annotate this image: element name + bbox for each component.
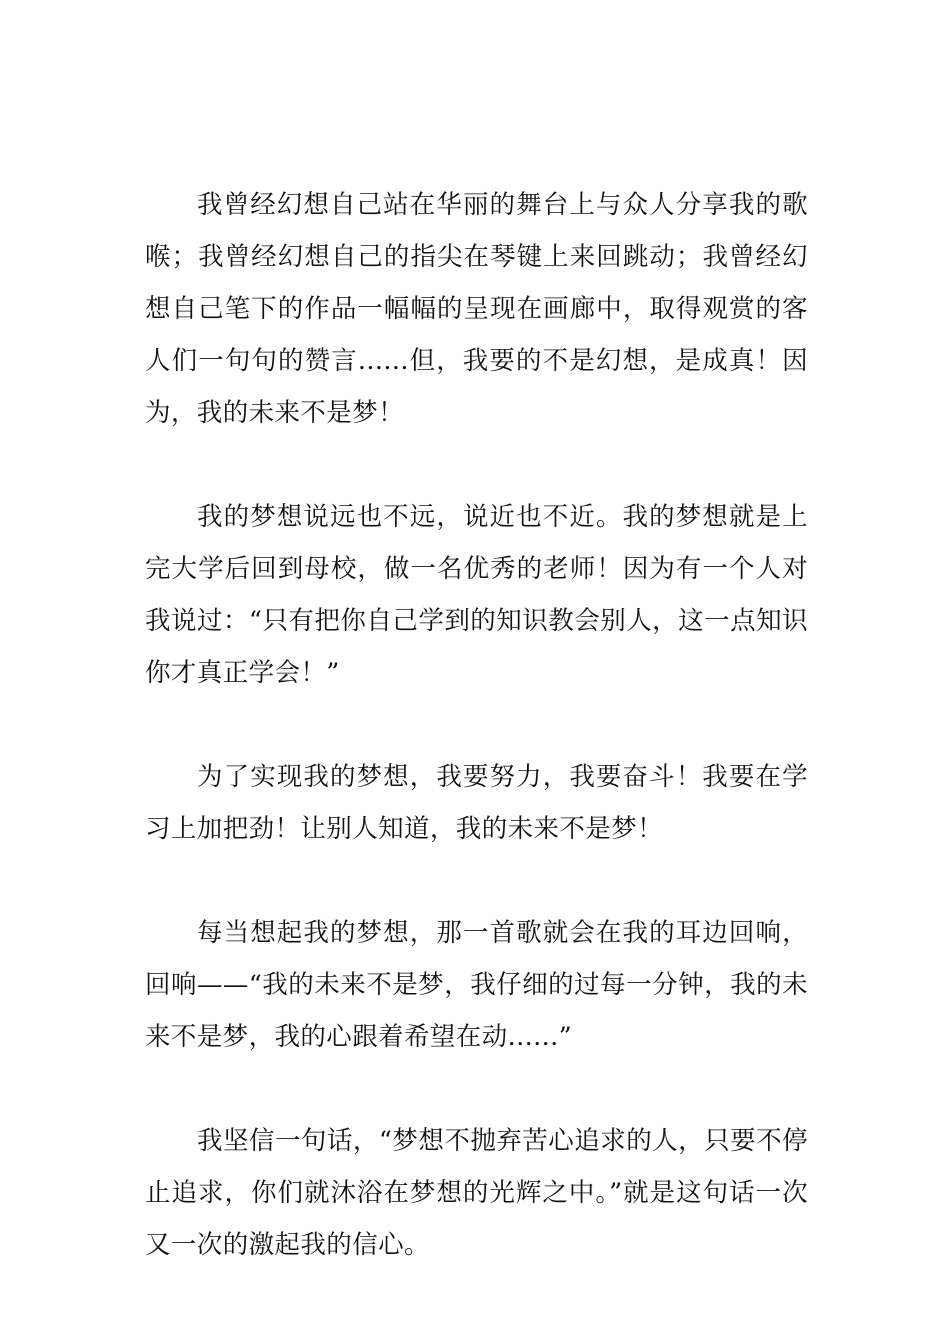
paragraph-3: 为了实现我的梦想，我要努力，我要奋斗！我要在学习上加把劲！让别人知道，我的未来不是梦！ <box>145 762 808 844</box>
paragraph-4: 每当想起我的梦想，那一首歌就会在我的耳边回响，回响——“我的未来不是梦，我仔细的过每一分钟，我的未来不是梦，我的心跟着希望在动......” <box>145 918 808 1052</box>
paragraph-5: 我坚信一句话，“梦想不抛弃苦心追求的人，只要不停止追求，你们就沐浴在梦想的光辉之中。”就是这句话一次又一次的激起我的信心。 <box>145 1126 808 1260</box>
paragraph-1: 我曾经幻想自己站在华丽的舞台上与众人分享我的歌喉；我曾经幻想自己的指尖在琴键上来回跳动；我曾经幻想自己笔下的作品一幅幅的呈现在画廊中，取得观赏的客人们一句句的赞言......但，我要的不是幻想，是成真！因为，我的未来不是梦！ <box>145 190 808 428</box>
document-body <box>145 179 808 1271</box>
paragraph-2: 我的梦想说远也不远，说近也不近。我的梦想就是上完大学后回到母校，做一名优秀的老师！因为有一个人对我说过：“只有把你自己学到的知识教会别人，这一点知识你才真正学会！” <box>145 502 808 688</box>
